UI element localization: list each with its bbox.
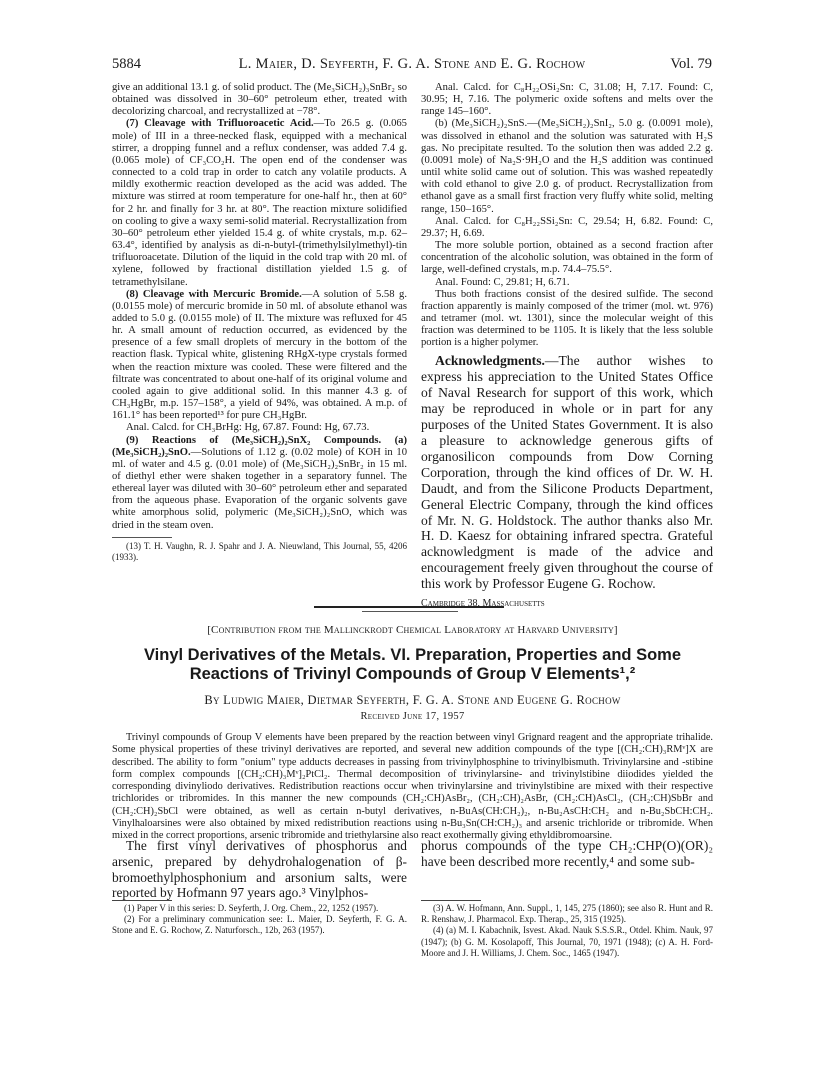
analysis-line: Anal. Calcd. for C₈H₂₂SSi₂Sn: C, 29.54; H, 6.82. Found: C, 29.37; H, 6.69.	[421, 215, 713, 239]
footnote-rule	[421, 900, 481, 901]
acknowledgments	[421, 353, 713, 592]
paragraph	[112, 118, 407, 288]
paragraph-text: —To 26.5 g. (0.065 mole) of III in a three-necked flask, equipped with a mechanical stirrer, a dropping funnel and a reflux condenser, was added 7.4 g. (0.065 mole) of CF₃CO₂H. The open end of the condenser was connected to a cold trap in order to catch any volatile products. A mildly exothermic reaction developed as the acid was added. The mixture was stirred at room temperature for one-half hr., then at 60° for 2 hr. and finally for 3 hr. at 80°. The reaction mixture solidified on cooling to give a waxy semi-solid material. Recrystallization from 30–60° petroleum ether yielded 15.4 g. of white crystals, m.p. 62–63.4°, identified by analysis as di-n-butyl-(trimethylsilylmethyl)-tin trifluoroacetate. Dilution of the liquid in the cold trap with 20 ml. of xylene, followed by fractional distillation yielded 1.5 g. of tetramethylsilane.	[112, 118, 407, 288]
section-divider	[314, 606, 504, 608]
analysis-line: Anal. Calcd. for C₈H₂₂OSi₂Sn: C, 31.08; H, 7.17. Found: C, 30.95; H, 7.16. The polymeric oxide softens and melts over the range 145–160°.	[421, 82, 713, 118]
location-line: Cambridge 38, Massachusetts	[421, 598, 545, 610]
paragraph: The more soluble portion, obtained as a second fraction after concentration of the alcoholic solution, was obtained in the form of large, well-defined crystals, m.p. 74.4–75.5°.	[421, 240, 713, 276]
author-line: By Ludwig Maier, Dietmar Seyferth, F. G. A. Stone and Eugene G. Rochow	[204, 693, 621, 707]
abstract: Trivinyl compounds of Group V elements have been prepared by the reaction between vinyl Grignard reagent and the appropriate trihalide. Some physical properties of these trivinyl derivatives are reported, and several new addition compounds of the type [(CH₂:CH)₃RMᵛ]X are described. The ability to form "onium" type adducts decreases in passing from trivinylphosphine to trivinylbismuth. Trivinylarsine and -stibine form complex compounds [(CH₂:CH)₃Mᵛ]₂PtCl₂. Thermal decomposition of trivinylarsine- and trivinylstibine diiodides yielded the corresponding divinyliodo derivatives. Redistribution reactions occur when trivinylarsine and trivinylstibine are mixed with their respective trichlorides or tribromides. In this manner the new compounds (CH₂:CH)AsBr₂, (CH₂:CH)₂AsBr, (CH₂:CH)AsCl₂, (CH₂:CH)SbBr and (CH₂:CH)₂SbCl were obtained, as well as certain n-butyl derivatives, n-BuAs(CH:CH₂)₂, n-Bu₂AsCH:CH₂ and n-Bu₂SbCH:CH₂. Vinylhaloarsines were also obtained by mixed redistribution reactions using n-Bu₃Sn(CH:CH₂)₃ and arsenic trichloride or tribromide. When mixed in the correct proportions, arsenic tribromide and triethylarsine also react exothermally giving ethyldibromoarsine.	[112, 732, 713, 842]
footnotes-right	[421, 903, 713, 959]
left-column	[112, 82, 407, 563]
footnote: (13) T. H. Vaughn, R. J. Spahr and J. A. Nieuwland, This Journal, 55, 4206 (1933).	[112, 540, 407, 562]
running-title: L. Maier, D. Seyferth, F. G. A. Stone and E. G. Rochow	[238, 56, 586, 72]
footnote-rule	[112, 537, 172, 538]
footnote: (2) For a preliminary communication see: L. Maier, D. Seyferth, F. G. A. Stone and E. G. Rochow, Z. Naturforsch., 12b, 263 (1957).	[112, 914, 407, 936]
footnote: (4) (a) M. I. Kabachnik, Isvest. Akad. Nauk S.S.S.R., Otdel. Khim. Nauk, 97 (1947); (b) G. M. Kosolapoff, This Journal, 70, 1971 (1948); (c) A. H. Ford-Moore and J. H. Williams, J. Chem. Soc., 1465 (1947).	[421, 925, 713, 958]
page-number: 5884	[112, 56, 141, 72]
footnotes-left	[112, 903, 407, 937]
contribution-line: [Contribution from the Mallinckrodt Chemical Laboratory at Harvard University]	[207, 624, 618, 636]
paragraph: give an additional 13.1 g. of solid product. The (Me₃SiCH₂)₃SnBr₂ so obtained was dissolved in 30–60° petroleum ether, treated with decolorizing charcoal, and recrystallized at −78°.	[112, 82, 407, 118]
intro-text-left: The first vinyl derivatives of phosphorus and arsenic, prepared by dehydrohalogenation of β-bromoethylphosphonium and arsonium salts, were reported by Hofmann 97 years ago.³ Vinylphos-	[112, 838, 407, 901]
analysis-line: Anal. Calcd. for CH₃BrHg: Hg, 67.87. Found: Hg, 67.73.	[126, 422, 370, 434]
right-column	[421, 82, 713, 610]
section-heading: (7) Cleavage with Trifluoroacetic Acid.	[126, 118, 314, 130]
ack-text: —The author wishes to express his appreciation to the United States Office of Naval Research for support of this work, which may be reproduced in whole or in part for any purposes of the United States Government. It is also a pleasure to acknowledge generous gifts of organosilicon compounds from Dow Corning Corporation, through the kind offices of Dr. W. H. Daudt, and from the Silicone Products Department, General Electric Company, through the kind offices of Mr. N. G. Holdstock. The author thanks also Mr. H. D. Kaesz for obtaining infrared spectra. Grateful acknowledgment is made of the advice and encouragement freely given throughout the course of this work by Professor Eugene G. Rochow.	[421, 353, 713, 592]
paragraph: Thus both fractions consist of the desired sulfide. The second fraction apparently is mainly composed of the trimer (mol. wt. 976) and tetramer (mol. wt. 1301), since the molecular weight of this fraction was determined to be 1105. It is likely that the less soluble portion is a higher polymer.	[421, 288, 713, 349]
volume-label: Vol. 79	[670, 56, 712, 72]
footnote: (3) A. W. Hofmann, Ann. Suppl., 1, 145, 275 (1860); see also R. Hunt and R. R. Renshaw, J. Pharmacol. Exp. Therap., 25, 315 (1925).	[421, 903, 713, 925]
paragraph	[112, 289, 407, 423]
intro-text-right: phorus compounds of the type CH₂:CHP(O)(OR)₂ have been described more recently,⁴ and some sub-	[421, 838, 713, 869]
footnote: (1) Paper V in this series: D. Seyferth, J. Org. Chem., 22, 1252 (1957).	[124, 903, 379, 913]
paragraph-text: —Solutions of 1.12 g. (0.02 mole) of KOH in 10 ml. of water and 4.5 g. (0.01 mole) of (Me₃SiCH₂)₂SnBr₂ in 15 ml. of diethyl ether were shaken together in a separatory funnel. The ethereal layer was diluted with 30–60° petroleum ether and separated from the aqueous phase. Evaporation of the organic solvents gave white amorphous solid, polymeric (Me₃SiCH₂)₂SnO, which was dried in the steam oven.	[112, 446, 407, 531]
running-head	[112, 56, 712, 74]
paragraph: (b) (Me₃SiCH₂)₂SnS.—(Me₃SiCH₂)₂SnI₂, 5.0 g. (0.0091 mole), was dissolved in ethanol and the solution was saturated with H₂S gas. No precipitate resulted. To the solution then was added 2.2 g. (0.0091 mole) of Na₂S·9H₂O and the H₂S addition was continued until white solid came out of solution. This was washed repeatedly with cold ethanol to give 2.0 g. of product. Recrystallization from ethanol gave as a small first fraction very fluffy white solid, melting range, 150–165°.	[421, 118, 713, 215]
paragraph-text: —A solution of 5.58 g. (0.0155 mole) of mercuric bromide in 50 ml. of absolute ethanol was added to 5.0 g. (0.0155 mole) of II. The mixture was refluxed for 45 hr. A small amount of reduction occurred, as evidenced by the presence of a few small droplets of mercury in the bottom of the reaction flask. Typical white, glistening RHgX-type crystals formed when the reaction mixture was cooled. These were filtered and the filtrate was concentrated to about one-half of its original volume and cooled again to give additional solid. In this manner 4.3 g. of CH₃HgBr, m.p. 157–158°, a yield of 94%, was obtained. A m.p. of 161.1° has been reported¹³ for pure CH₃HgBr.	[112, 288, 408, 422]
footnote-rule	[112, 900, 172, 901]
paragraph	[112, 435, 407, 532]
paper-title: Vinyl Derivatives of the Metals. VI. Preparation, Properties and Some Reactions of Trivinyl Compounds of Group V Elements¹,²	[143, 646, 682, 683]
analysis-line: Anal. Found: C, 29.81; H, 6.71.	[435, 276, 570, 288]
received-date: Received June 17, 1957	[360, 711, 465, 722]
section-heading: (8) Cleavage with Mercuric Bromide.	[126, 288, 302, 300]
section-divider-short	[362, 611, 458, 612]
ack-heading: Acknowledgments.	[435, 353, 545, 369]
section-heading: (9) Reactions of (Me₃SiCH₂)₂SnX₂ Compounds. (a) (Me₃SiCH₂)₂SnO.	[112, 434, 407, 458]
